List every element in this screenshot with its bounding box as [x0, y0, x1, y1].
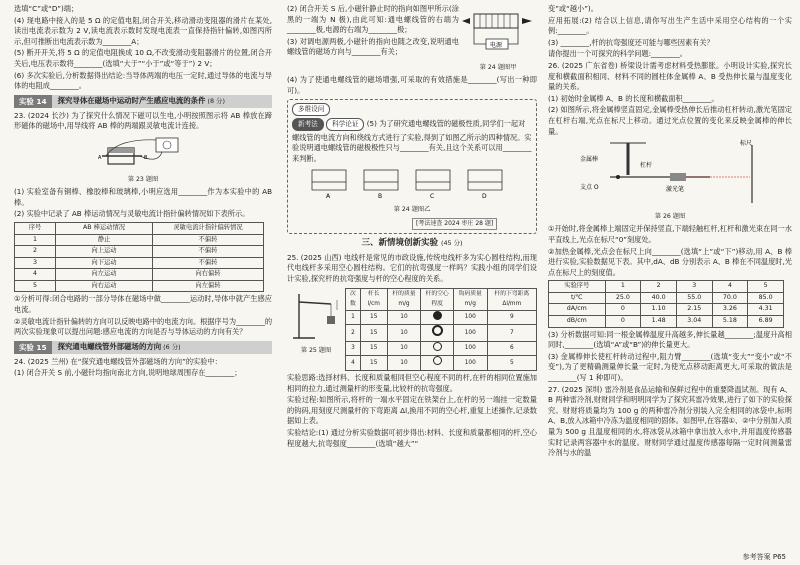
q24-part4: (4) 为了使通电螺线管的磁场增强,可采取的有效措施是________(写出一种即可)。	[287, 75, 537, 95]
experiment-points: (6 分)	[163, 343, 181, 352]
table-cell: 10	[387, 325, 421, 342]
hollow-level-icon	[421, 325, 454, 342]
table-header: 灵敏电流计指针偏转情况	[153, 222, 264, 234]
rod-label: 金属棒	[580, 156, 599, 164]
table-row	[549, 304, 784, 316]
experiment-14-header	[14, 95, 272, 108]
four-solenoids-diagram	[302, 166, 522, 200]
table-cell: 10	[387, 356, 421, 371]
table-cell: 5	[15, 280, 56, 292]
table-cell: 1.48	[641, 316, 677, 328]
table-cell: 1	[15, 234, 56, 246]
table-cell: 85.0	[748, 292, 784, 304]
q25-part3: (3) ________,杆的抗弯强度还可能与哪些因素有关？	[548, 37, 714, 47]
table-row	[15, 234, 264, 246]
table-header: 3	[676, 281, 712, 293]
table-cell: 100	[453, 341, 487, 356]
table-cell: 15	[360, 341, 387, 356]
table-cell: 不偏转	[153, 234, 264, 246]
table-cell: 静止	[56, 234, 153, 246]
table-header: 5	[748, 281, 784, 293]
figure-label: C	[430, 193, 435, 201]
table-cell: 6.89	[748, 316, 784, 328]
table-cell: 3	[346, 341, 361, 356]
table-row	[15, 280, 264, 292]
figure-label: A	[326, 193, 331, 201]
q25-figure	[289, 288, 343, 357]
table-header: 次数	[346, 288, 361, 310]
q26-step1: ①开始时,将金属棒上端固定并保持竖直,下端轻触杠杆,杠杆和激光束在同一水平直线上,光点在标尺“0”刻度处。	[548, 224, 792, 244]
table-row	[15, 269, 264, 281]
table-header: 杆长 l/cm	[360, 288, 387, 310]
table-row	[346, 325, 537, 342]
table-cell: 6	[487, 341, 536, 356]
table-row	[549, 292, 784, 304]
q26-part2: (2) 如图所示,将金属棒竖直固定,金属棒受热伸长后推动杠杆转动,激光笔固定在杠杆右端,光点在标尺上移动。通过光点位置的变化来反映金属棒的伸长量。	[548, 105, 792, 136]
q27-stem: 27. (2025 深圳) 雷冷剂是食品运输和保鲜过程中的重要降温试剂。现有 A、B 两种雷冷剂,财财同学和明明同学为了探究其雷冷效果,进行了如下的实验探究。财财将质量均为 100 g 的两种雷冷剂分别装入完全相同的冰袋中,标明 A、B,放入冰箱中冷冻为温度相同的固体。如图甲,在容器①、②中分别加入质量为 500 g 且温度相同的水,将冰袋从冰箱中拿出放入水中,并用温度传感器实时记录两容器中水的温度。财财同学通过温度传感器每隔一定时间测量雷冷剂与水的温	[548, 384, 792, 458]
q24-figure-a	[459, 6, 537, 73]
hollow-level-icon	[421, 341, 454, 356]
q24-figure-b	[292, 166, 532, 215]
column-left	[14, 4, 272, 380]
table-cell: 100	[453, 325, 487, 342]
q26-part1: (1) 初始时金属棒 A、B 的长度和横截面积________。	[548, 93, 719, 103]
new-method-badge: 新考法	[292, 118, 324, 131]
table-cell: dB/cm	[549, 316, 606, 328]
table-cell: 4	[346, 356, 361, 371]
q25-application: 应用拓展:(2) 结合以上信息,请你写出生产生活中采用空心结构的一个实例:________。	[548, 15, 792, 36]
q22-text-2: (4) 现电路中接入的是 5 Ω 的定值电阻,闭合开关,移动滑动变阻器的滑片在某处,读出电流表示数为 2 V,读电流表示数时发现电流表一直保持指针偏转,如图丙所示,但可推断出电流表示数为________A；	[14, 15, 272, 46]
q23-figure-caption: 第 23 题图	[127, 175, 159, 183]
svg-text:B: B	[144, 154, 148, 161]
source-reference: [考法速查 2024 枣庄 28 题]	[412, 218, 497, 231]
table-header-row	[549, 281, 784, 293]
table-cell: 向左偏转	[153, 280, 264, 292]
table-header: 杆的空心程度	[421, 288, 454, 310]
q24-stem: 24. (2025 兰州) 在“探究通电螺线管外部磁场的方向”的实验中：	[14, 356, 222, 366]
q23-part2: (2) 实验中记录了 AB 棒运动情况与灵敏电流计指针偏转情况如下表所示。	[14, 209, 250, 219]
lever-label: 杠杆	[640, 162, 653, 170]
q24-part5: (5) 为了研究通电螺线管的磁极性质,同学们一起对螺线管的电流方向和绕线方式进行了实验,得到了如图乙所示的四种情况。实验说明通电螺线管的磁极极性只与________有关,且这个关系可以用________来判断。	[292, 118, 532, 163]
section-3-title	[287, 238, 537, 249]
q26-table	[548, 280, 784, 327]
table-cell: 向右偏转	[153, 269, 264, 281]
table-cell: 向上运动	[56, 246, 153, 258]
experiment-tag: 实验 14	[14, 95, 52, 108]
table-cell: 向下运动	[56, 257, 153, 269]
experiment-points: (8 分)	[207, 96, 225, 105]
q26-step2: ②加热金属棒,光点会在标尺上向________(选填“上”或“下”)移动,用 A、B 棒进行实验,实验数据见下表。其中,dA、dB 分别表示 A、B 棒在不同温度时,光点在标尺上的刻度值。	[548, 246, 792, 277]
magnet-circuit-diagram	[98, 134, 188, 170]
scale-label: 标尺	[740, 140, 753, 148]
svg-text:A: A	[98, 154, 102, 161]
table-cell: dA/cm	[549, 304, 606, 316]
table-cell: 4	[15, 269, 56, 281]
thermal-expansion-diagram	[570, 139, 770, 207]
q25-conclusion: 实验结论:(1) 通过分析实验数据可初步得出:材料、长度和质量都相同的杆,空心程度越大,抗弯强度________(选填“越大”“	[287, 428, 537, 448]
q24-part2: (2) 闭合开关 S 后,小磁针静止时的指向如图甲所示(涂黑的一端为 N 极),由此可知:通电螺线管的右端为________极,电源的右端为________极；	[287, 4, 459, 35]
table-cell: t/℃	[549, 292, 606, 304]
power-source-label: 电源	[490, 42, 503, 49]
page-number: 参考答案 P65	[742, 553, 786, 561]
bending-rod-diagram	[291, 288, 341, 342]
table-cell: 100	[453, 356, 487, 371]
table-cell: 15	[360, 356, 387, 371]
hollow-level-icon	[421, 356, 454, 371]
q23-stem: 23. (2024 长沙) 为了探究什么情况下磁可以生电,小明按照图示将 AB 棒放在蹄形磁体的磁场中,用导线将 AB 棒的两端跟灵敏电流计连接。	[14, 110, 272, 131]
table-cell: 10	[387, 310, 421, 325]
table-cell: 2	[346, 325, 361, 342]
table-cell: 5.18	[712, 316, 748, 328]
table-row	[346, 356, 537, 371]
q25-figure-table-row	[287, 286, 537, 374]
column-right	[548, 4, 792, 460]
section-title-text: 三、新情境创新实验	[361, 238, 438, 249]
table-cell: 10	[387, 341, 421, 356]
table-cell: 0	[605, 304, 641, 316]
table-cell: 55.0	[676, 292, 712, 304]
column-middle	[287, 4, 537, 450]
table-cell: 不偏转	[153, 246, 264, 258]
q25-stem: 25. (2025 山西) 电线杆是常见的市政设施,传统电线杆多为实心圆柱结构,而现代电线杆多采用空心圆柱结构。它们的抗弯强度一样吗？实践小组的同学们设计实验,探究杆的抗弯强度与杆的空心程度的关系。	[287, 252, 537, 283]
table-cell: 100	[453, 310, 487, 325]
q25-question: 请你提出一个可探究的科学问题:________。	[548, 49, 687, 59]
q24-part1: (1) 闭合开关 S 前,小磁针均指向南北方向,说明地球周围存在________；	[14, 368, 242, 378]
q25-process: 实验过程:如图所示,将杆的一端水平固定在铁架台上,在杆的另一端挂一定数量的钩码,用刻度尺测量杆的下弯距离 Δl,换用不同的空心杆,重复上述操作,记录数据如上表。	[287, 395, 537, 426]
hollow-level-icon	[421, 310, 454, 325]
table-row	[15, 246, 264, 258]
q23-table	[14, 222, 264, 293]
q24-figure-a-caption: 第 24 题图甲	[479, 63, 517, 71]
table-cell: 15	[360, 310, 387, 325]
table-cell: 2	[15, 246, 56, 258]
table-header: 钩码质量 m/g	[453, 288, 487, 310]
q24-part2-row	[287, 4, 537, 75]
solenoid-diagram	[460, 6, 536, 58]
pivot-label: 支点 O	[580, 184, 599, 192]
table-header: 2	[641, 281, 677, 293]
table-cell: 1.10	[641, 304, 677, 316]
table-row	[346, 341, 537, 356]
experiment-title: 探究通电螺线管外部磁场的方向	[57, 342, 162, 352]
table-header: 1	[605, 281, 641, 293]
table-cell: 3.26	[712, 304, 748, 316]
figure-label: B	[378, 193, 383, 201]
q26-lever: (3) 金属棒伸长使杠杆转动过程中,阻力臂________(选填“变大”“变小”或“不变”),为了更精确测量伸长量一定时,为使光点移动距离更大,可采取的做法是________(写 1 种即可)。	[548, 351, 792, 383]
table-cell: 40.0	[641, 292, 677, 304]
table-cell: 向右运动	[56, 280, 153, 292]
table-header: 4	[712, 281, 748, 293]
table-cell: 不偏转	[153, 257, 264, 269]
q23-figure	[14, 134, 272, 185]
table-row	[15, 257, 264, 269]
table-row	[549, 316, 784, 328]
q25-idea: 实验思路:选择材料、长度和质量相同但空心程度不同的杆,在杆的相同位置施加相同的拉力,通过测量杆的形变量,比较杆的抗弯强度。	[287, 373, 537, 393]
table-header: 序号	[15, 222, 56, 234]
laser-label: 激光笔	[666, 186, 685, 194]
q24-text-group	[287, 4, 459, 75]
table-header-row	[346, 288, 537, 310]
q26-figure	[548, 139, 792, 222]
q24-part3: (3) 对调电源两极,小磁针的指向也随之改变,说明通电螺线管的磁场方向与________有关；	[287, 36, 459, 57]
q22-text-1: 选填“C”或“D”)端；	[14, 4, 79, 13]
table-header: 实验序号	[549, 281, 606, 293]
table-header-row	[15, 222, 264, 234]
q22-text-3: (5) 断开开关,将 5 Ω 的定值电阻换成 10 Ω,不改变滑动变阻器滑片的位置,闭合开关后,电压表示数将________(选填“大于”“小于”或“等于”) 2 V；	[14, 48, 272, 68]
experiment-tag: 实验 15	[14, 341, 52, 354]
q23-analysis-2: ②灵敏电流计指针偏转的方向可以反映电路中的电流方向。根据序号为________的两次实验现象可以提出问题:感应电流的方向是否与导体运动的方向有关？	[14, 316, 273, 337]
q25-figure-caption: 第 25 题图	[300, 347, 332, 355]
table-cell: 25.0	[605, 292, 641, 304]
q23-analysis-1: ①分析可得:闭合电路的一部分导体在磁场中做________运动时,导体中就产生感应电流。	[14, 294, 272, 315]
multi-question-box	[287, 99, 537, 234]
table-header: 杆的质量 m/g	[387, 288, 421, 310]
q25-table	[345, 288, 537, 372]
q22-text-4: (6) 多次实验后,分析数据得出结论:当导体两端的电压一定时,通过导体的电流与导体的电阻成________。	[14, 70, 272, 91]
table-cell: 0	[605, 316, 641, 328]
q24-figure-b-caption: 第 24 题图乙	[393, 205, 431, 213]
table-header: 杆的下弯距离 Δl/mm	[487, 288, 536, 310]
q23-part1: (1) 实验室备有铜棒、橡胶棒和玻璃棒,小明应选用________作为本实验中的 AB 棒。	[14, 187, 272, 207]
figure-label: D	[482, 193, 487, 201]
table-header: AB 棒运动情况	[56, 222, 153, 234]
table-cell: 5	[487, 356, 536, 371]
table-cell: 4.31	[748, 304, 784, 316]
table-row	[346, 310, 537, 325]
experiment-title: 探究导体在磁场中运动时产生感应电流的条件	[57, 95, 206, 105]
table-cell: 15	[360, 325, 387, 342]
q26-figure-caption: 第 26 题图	[654, 212, 686, 220]
q26-stem: 26. (2025 广东省卷) 桥梁设计需考虑材料受热膨胀。小明设计实验,探究长度和横截面积相同、材料不同的圆柱体金属棒 A、B 受热伸长量与温度变化量的关系。	[548, 60, 792, 92]
table-cell: 向左运动	[56, 269, 153, 281]
q26-analysis: (3) 分析数据可知:同一根金属棒温度升高越多,伸长量越________;温度升高相同时,________(选填“A”或“B”)的伸长量更大。	[548, 329, 792, 350]
science-argument-badge: 科学论证	[326, 118, 364, 131]
experiment-15-header	[14, 341, 272, 354]
table-cell: 70.0	[712, 292, 748, 304]
table-cell: 1	[346, 310, 361, 325]
section-points: (45 分)	[440, 239, 463, 248]
q25-continued: 变”或“越小”)。	[548, 4, 598, 13]
multi-question-label: 多维设问	[292, 103, 330, 116]
table-cell: 3	[15, 257, 56, 269]
table-cell: 9	[487, 310, 536, 325]
table-cell: 7	[487, 325, 536, 342]
table-cell: 3.04	[676, 316, 712, 328]
table-cell: 2.15	[676, 304, 712, 316]
